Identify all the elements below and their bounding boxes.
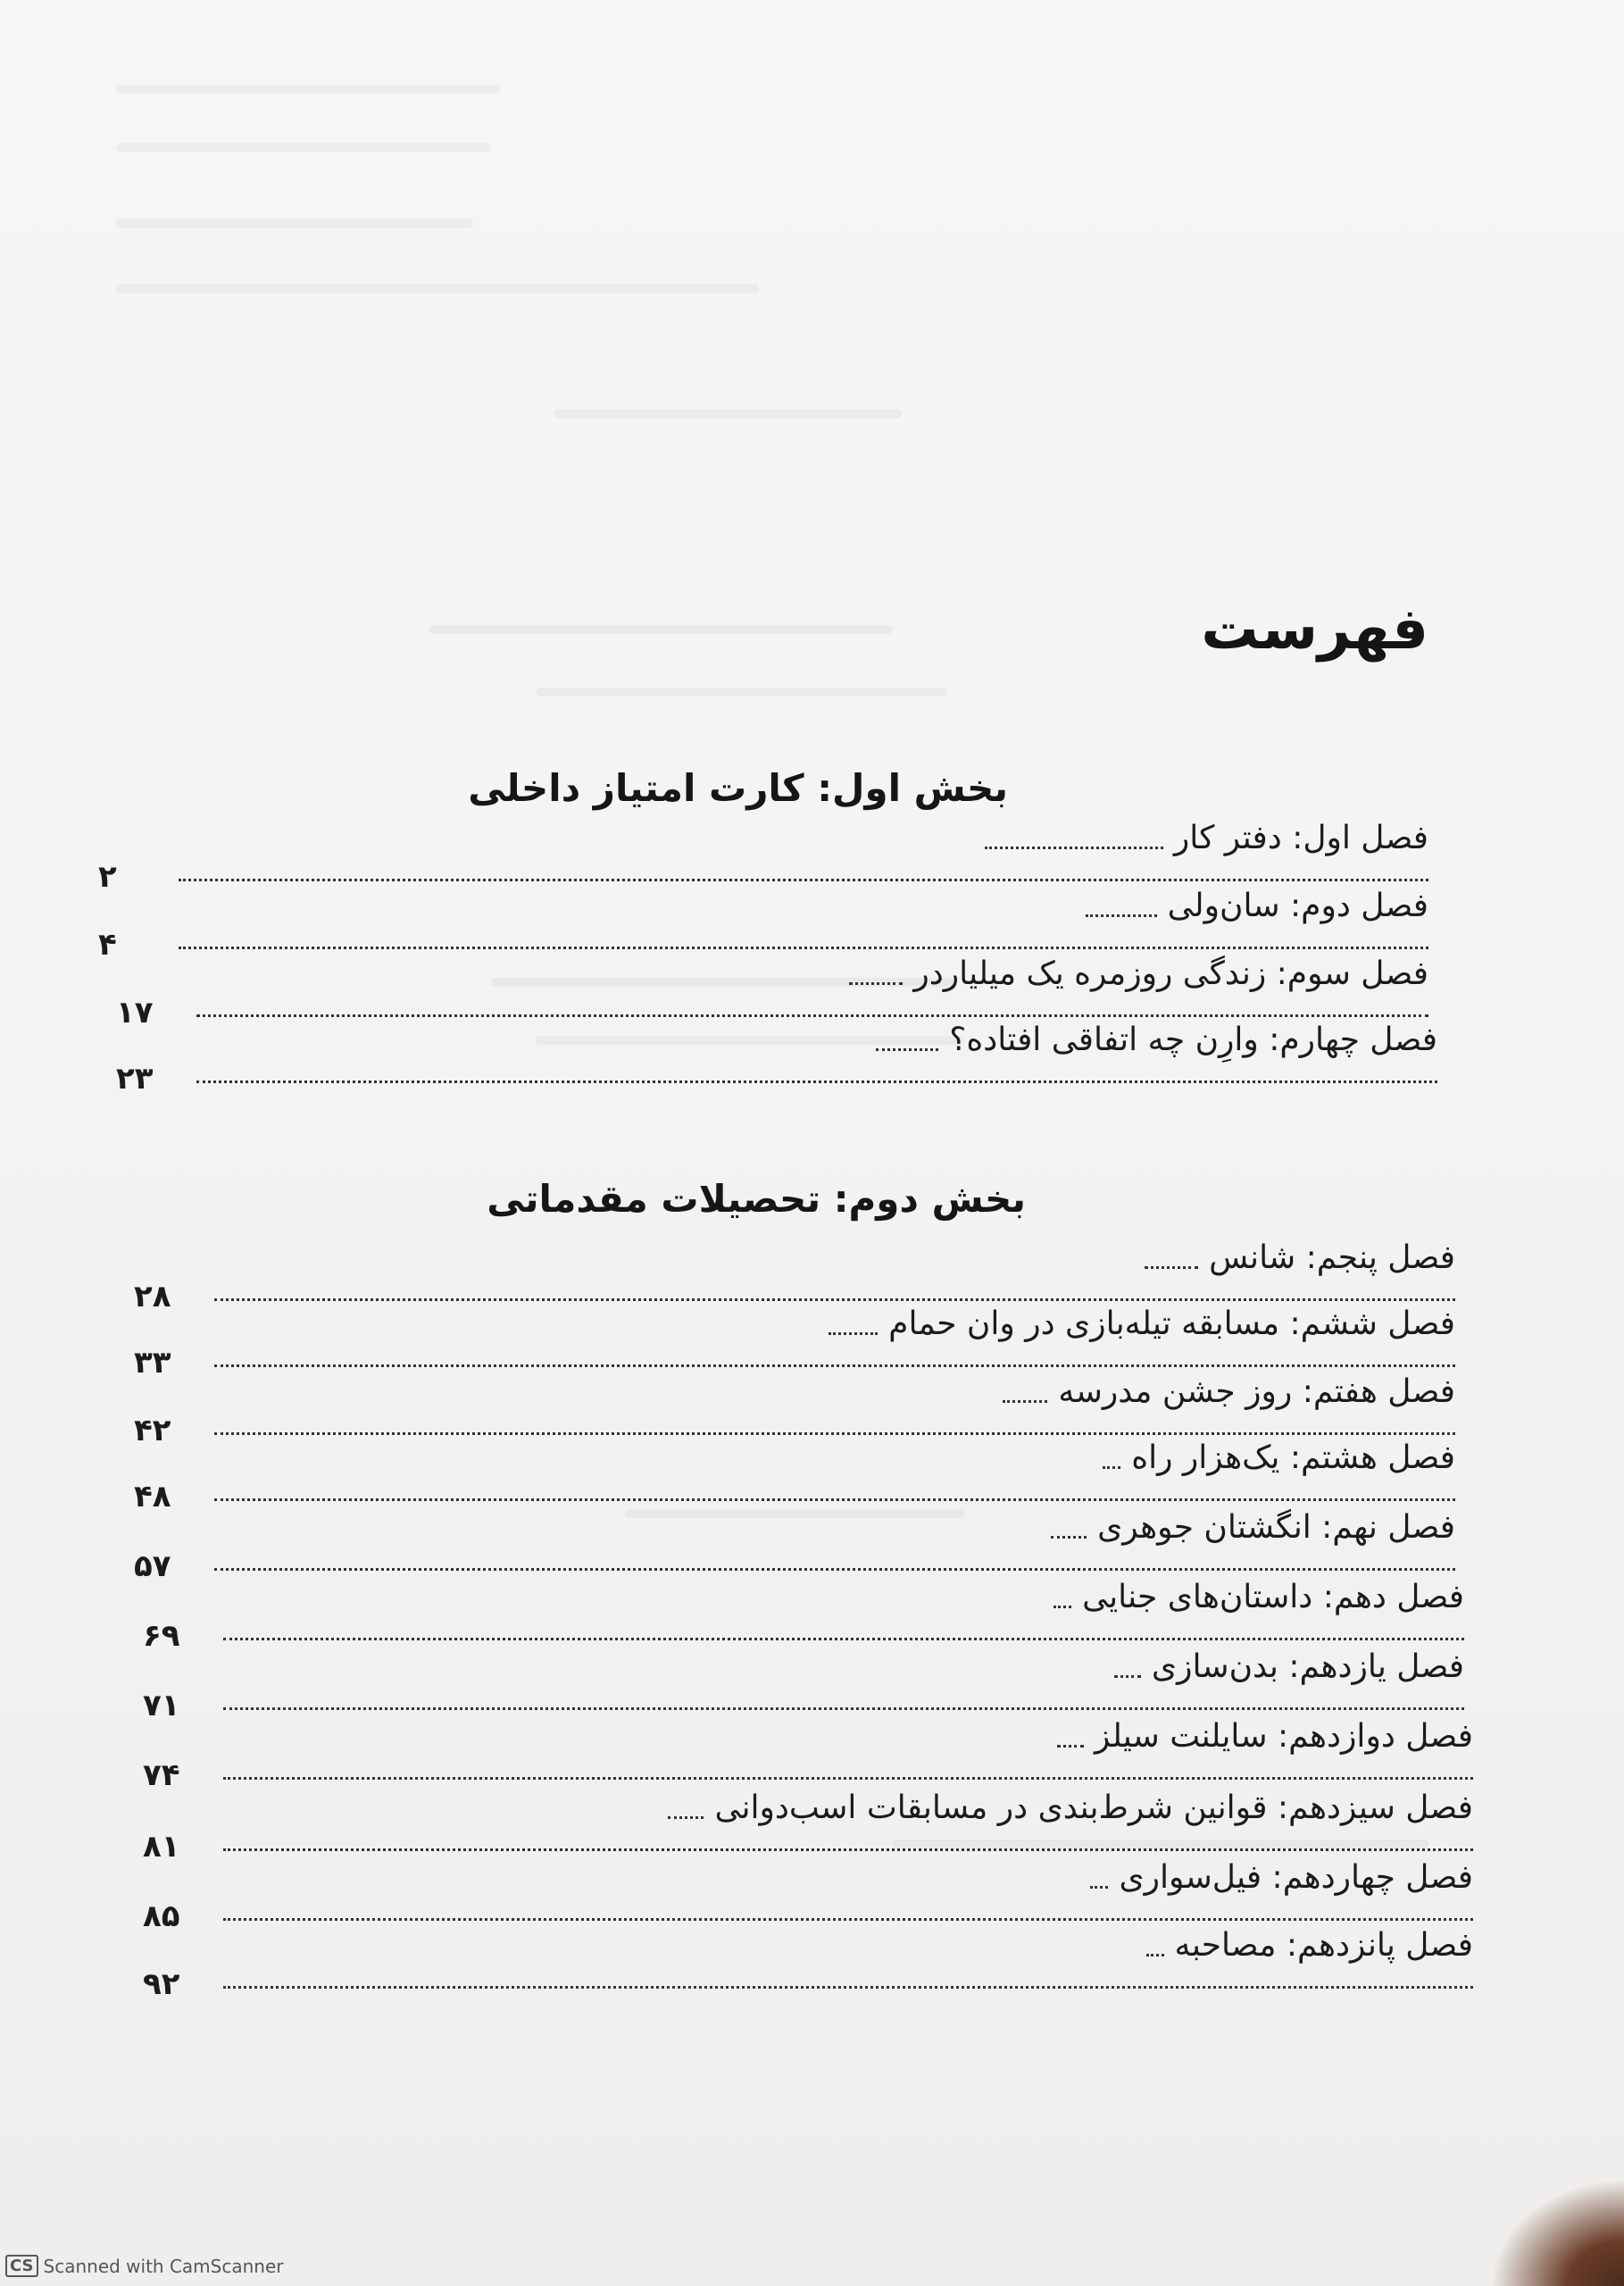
leader-dots bbox=[214, 1568, 1455, 1571]
leader-dots bbox=[1057, 1745, 1084, 1748]
toc-entry[interactable] bbox=[143, 1579, 1464, 1654]
chapter-title: فصل دهم: داستان‌های جنایی bbox=[1082, 1579, 1464, 1615]
show-through-text bbox=[116, 284, 759, 293]
show-through-text bbox=[116, 85, 500, 94]
leader-dots bbox=[196, 1014, 1428, 1017]
chapter-title: فصل چهاردهم: فیل‌سواری bbox=[1119, 1859, 1473, 1896]
scanner-watermark bbox=[5, 2255, 284, 2277]
page-number: ۴ bbox=[98, 927, 117, 963]
chapter-title: فصل چهارم: وارِن چه اتفاقی افتاده؟ bbox=[949, 1022, 1437, 1058]
page-number: ۴۸ bbox=[134, 1479, 171, 1514]
toc-entry[interactable] bbox=[134, 1509, 1455, 1584]
leader-dots bbox=[214, 1298, 1455, 1301]
chapter-title: فصل نهم: انگشتان جوهری bbox=[1097, 1509, 1455, 1546]
chapter-title: فصل پانزدهم: مصاحبه bbox=[1174, 1927, 1473, 1964]
page-number: ۷۴ bbox=[143, 1757, 180, 1793]
leader-dots bbox=[223, 1918, 1473, 1921]
toc-entry[interactable] bbox=[116, 955, 1428, 1030]
page-number: ۲۸ bbox=[134, 1279, 171, 1314]
chapter-title: فصل سوم: زندگی روزمره یک میلیاردر bbox=[913, 955, 1428, 992]
leader-dots bbox=[179, 879, 1428, 881]
chapter-title: فصل دوازدهم: سایلنت سیلز bbox=[1094, 1718, 1473, 1755]
leader-dots bbox=[876, 1048, 938, 1051]
leader-dots bbox=[223, 1848, 1473, 1851]
leader-dots bbox=[1086, 914, 1157, 917]
page-number: ۱۷ bbox=[116, 995, 154, 1030]
page-number: ۸۵ bbox=[143, 1898, 180, 1934]
section-title: بخش اول: کارت امتیاز داخلی bbox=[468, 766, 1008, 810]
show-through-text bbox=[536, 688, 946, 697]
leader-dots bbox=[1114, 1675, 1141, 1678]
page-corner-shadow bbox=[1490, 2179, 1624, 2286]
show-through-text bbox=[429, 625, 893, 634]
show-through-text bbox=[116, 143, 491, 152]
section-title: بخش دوم: تحصیلات مقدماتی bbox=[487, 1177, 1026, 1221]
leader-dots bbox=[849, 982, 903, 985]
leader-dots bbox=[829, 1332, 878, 1335]
chapter-title: فصل هشتم: یک‌هزار راه bbox=[1131, 1439, 1455, 1476]
toc-entry[interactable] bbox=[143, 1718, 1473, 1793]
toc-entry[interactable] bbox=[134, 1439, 1455, 1514]
chapter-title: فصل اول: دفتر کار bbox=[1173, 820, 1428, 856]
toc-entry[interactable] bbox=[143, 1859, 1473, 1934]
page-number: ۷۱ bbox=[143, 1688, 180, 1723]
chapter-title: فصل هفتم: روز جشن مدرسه bbox=[1058, 1373, 1455, 1410]
chapter-title: فصل پنجم: شانس bbox=[1209, 1239, 1455, 1276]
leader-dots bbox=[1103, 1466, 1120, 1469]
toc-entry[interactable] bbox=[134, 1239, 1455, 1314]
page-number: ۴۲ bbox=[134, 1413, 171, 1448]
leader-dots bbox=[179, 947, 1428, 949]
chapter-title: فصل دوم: سان‌ولی bbox=[1167, 888, 1428, 924]
leader-dots bbox=[223, 1986, 1473, 1989]
toc-entry[interactable] bbox=[98, 820, 1428, 895]
page-title: فهرست bbox=[1201, 597, 1428, 663]
leader-dots bbox=[985, 847, 1163, 849]
watermark-text: Scanned with CamScanner bbox=[43, 2255, 284, 2277]
page-number: ۶۹ bbox=[143, 1618, 180, 1654]
show-through-text bbox=[554, 409, 902, 418]
leader-dots bbox=[1090, 1886, 1108, 1889]
page-number: ۳۳ bbox=[134, 1345, 171, 1381]
camscanner-logo-icon: CS bbox=[5, 2255, 38, 2277]
toc-entry[interactable] bbox=[143, 1927, 1473, 2002]
leader-dots bbox=[196, 1080, 1437, 1083]
leader-dots bbox=[1145, 1266, 1198, 1269]
leader-dots bbox=[214, 1364, 1455, 1367]
leader-dots bbox=[1051, 1536, 1087, 1539]
show-through-text bbox=[116, 219, 473, 228]
leader-dots bbox=[214, 1498, 1455, 1501]
page-number: ۸۱ bbox=[143, 1829, 180, 1865]
leader-dots bbox=[1003, 1400, 1047, 1403]
toc-entry[interactable] bbox=[134, 1306, 1455, 1381]
page-number: ۹۲ bbox=[143, 1966, 180, 2002]
chapter-title: فصل ششم: مسابقه تیله‌بازی در وان حمام bbox=[888, 1306, 1455, 1342]
leader-dots bbox=[223, 1777, 1473, 1780]
leader-dots bbox=[668, 1816, 704, 1819]
leader-dots bbox=[223, 1707, 1464, 1710]
page-number: ۲۳ bbox=[116, 1061, 154, 1097]
chapter-title: فصل یازدهم: بدن‌سازی bbox=[1151, 1648, 1464, 1685]
toc-entry[interactable] bbox=[143, 1790, 1473, 1865]
toc-entry[interactable] bbox=[134, 1373, 1455, 1448]
toc-entry[interactable] bbox=[143, 1648, 1464, 1723]
toc-entry[interactable] bbox=[116, 1022, 1437, 1097]
chapter-title: فصل سیزدهم: قوانین شرط‌بندی در مسابقات اسب‌دوانی bbox=[714, 1790, 1473, 1826]
leader-dots bbox=[1146, 1954, 1164, 1956]
leader-dots bbox=[1054, 1606, 1071, 1608]
page-number: ۲ bbox=[98, 859, 117, 895]
page-number: ۵۷ bbox=[134, 1548, 171, 1584]
toc-entry[interactable] bbox=[98, 888, 1428, 963]
leader-dots bbox=[223, 1638, 1464, 1640]
leader-dots bbox=[214, 1432, 1455, 1435]
